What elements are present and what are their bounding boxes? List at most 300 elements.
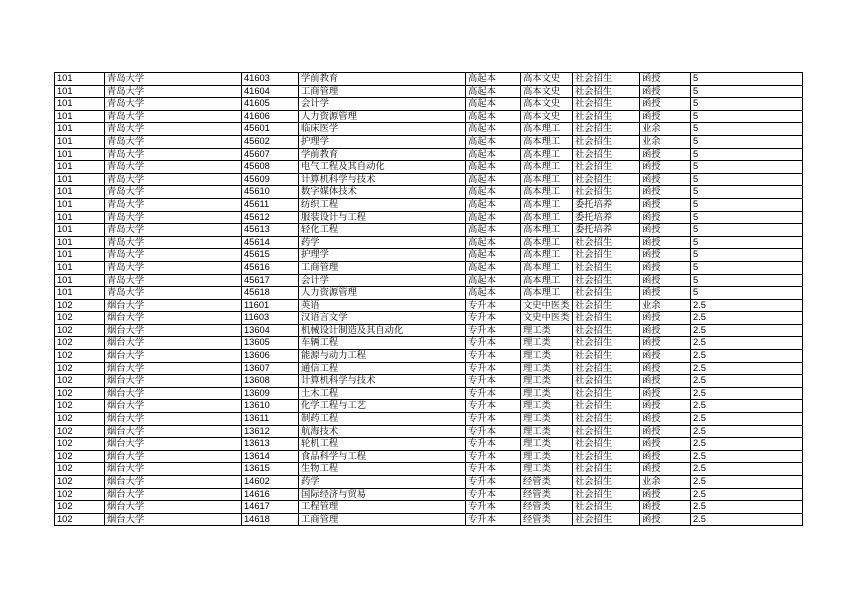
major-name-cell: 生物工程 (299, 463, 466, 476)
enrollment-type-cell: 社会招生 (573, 438, 640, 451)
level-cell: 专升本 (466, 387, 521, 400)
enrollment-type-cell: 社会招生 (573, 337, 640, 350)
subject-category-cell: 高本理工 (521, 249, 573, 262)
enrollment-type-cell: 社会招生 (573, 236, 640, 249)
subject-category-cell: 理工类 (521, 350, 573, 363)
level-cell: 高起本 (466, 274, 521, 287)
study-mode-cell: 函授 (640, 501, 691, 514)
enrollment-type-cell: 社会招生 (573, 287, 640, 300)
major-code-cell: 13613 (242, 438, 299, 451)
enrollment-type-cell: 社会招生 (573, 387, 640, 400)
table-row (55, 324, 803, 337)
duration-cell: 2.5 (691, 488, 803, 501)
table-row (55, 438, 803, 451)
major-code-cell: 45609 (242, 173, 299, 186)
level-cell: 专升本 (466, 413, 521, 426)
level-cell: 专升本 (466, 476, 521, 489)
table-row (55, 362, 803, 375)
school-name-cell: 烟台大学 (105, 362, 242, 375)
school-code-cell: 101 (55, 224, 105, 237)
major-name-cell: 药学 (299, 236, 466, 249)
table-row (55, 513, 803, 526)
school-code-cell: 101 (55, 173, 105, 186)
enrollment-type-cell: 社会招生 (573, 135, 640, 148)
major-code-cell: 13615 (242, 463, 299, 476)
enrollment-type-cell: 社会招生 (573, 85, 640, 98)
table-row (55, 312, 803, 325)
study-mode-cell: 函授 (640, 450, 691, 463)
subject-category-cell: 高本理工 (521, 274, 573, 287)
study-mode-cell: 函授 (640, 211, 691, 224)
subject-category-cell: 理工类 (521, 387, 573, 400)
enrollment-type-cell: 委托培养 (573, 224, 640, 237)
enrollment-type-cell: 社会招生 (573, 249, 640, 262)
level-cell: 高起本 (466, 287, 521, 300)
school-name-cell: 烟台大学 (105, 337, 242, 350)
major-code-cell: 13609 (242, 387, 299, 400)
duration-cell: 5 (691, 148, 803, 161)
school-code-cell: 102 (55, 438, 105, 451)
table-row (55, 98, 803, 111)
duration-cell: 5 (691, 110, 803, 123)
table-row (55, 236, 803, 249)
school-name-cell: 青岛大学 (105, 148, 242, 161)
enrollment-type-cell: 社会招生 (573, 324, 640, 337)
duration-cell: 2.5 (691, 476, 803, 489)
school-code-cell: 102 (55, 488, 105, 501)
study-mode-cell: 函授 (640, 274, 691, 287)
study-mode-cell: 函授 (640, 513, 691, 526)
subject-category-cell: 高本理工 (521, 236, 573, 249)
school-name-cell: 烟台大学 (105, 312, 242, 325)
major-name-cell: 学前教育 (299, 73, 466, 86)
school-code-cell: 102 (55, 425, 105, 438)
subject-category-cell: 理工类 (521, 337, 573, 350)
school-code-cell: 102 (55, 299, 105, 312)
study-mode-cell: 函授 (640, 400, 691, 413)
major-name-cell: 通信工程 (299, 362, 466, 375)
table-row (55, 173, 803, 186)
major-code-cell: 45616 (242, 261, 299, 274)
major-code-cell: 14617 (242, 501, 299, 514)
school-name-cell: 烟台大学 (105, 488, 242, 501)
duration-cell: 2.5 (691, 375, 803, 388)
school-code-cell: 102 (55, 337, 105, 350)
level-cell: 专升本 (466, 438, 521, 451)
school-code-cell: 101 (55, 135, 105, 148)
major-name-cell: 会计学 (299, 98, 466, 111)
school-name-cell: 青岛大学 (105, 249, 242, 262)
subject-category-cell: 理工类 (521, 324, 573, 337)
table-row (55, 350, 803, 363)
enrollment-type-cell: 社会招生 (573, 73, 640, 86)
enrollment-type-cell: 社会招生 (573, 501, 640, 514)
school-code-cell: 101 (55, 249, 105, 262)
major-name-cell: 会计学 (299, 274, 466, 287)
enrollment-type-cell: 社会招生 (573, 375, 640, 388)
major-name-cell: 纺织工程 (299, 198, 466, 211)
table-row (55, 387, 803, 400)
subject-category-cell: 高本理工 (521, 123, 573, 136)
subject-category-cell: 高本理工 (521, 211, 573, 224)
study-mode-cell: 函授 (640, 110, 691, 123)
major-code-cell: 41604 (242, 85, 299, 98)
table-row (55, 123, 803, 136)
table-row (55, 488, 803, 501)
major-name-cell: 轻化工程 (299, 224, 466, 237)
major-code-cell: 45601 (242, 123, 299, 136)
school-name-cell: 青岛大学 (105, 236, 242, 249)
level-cell: 专升本 (466, 450, 521, 463)
school-code-cell: 101 (55, 236, 105, 249)
school-name-cell: 烟台大学 (105, 299, 242, 312)
enrollment-type-cell: 社会招生 (573, 173, 640, 186)
subject-category-cell: 高本理工 (521, 261, 573, 274)
study-mode-cell: 函授 (640, 186, 691, 199)
school-name-cell: 烟台大学 (105, 513, 242, 526)
level-cell: 高起本 (466, 148, 521, 161)
duration-cell: 5 (691, 135, 803, 148)
study-mode-cell: 函授 (640, 337, 691, 350)
major-code-cell: 13614 (242, 450, 299, 463)
enrollment-type-cell: 社会招生 (573, 123, 640, 136)
enrollment-type-cell: 社会招生 (573, 148, 640, 161)
level-cell: 高起本 (466, 135, 521, 148)
level-cell: 专升本 (466, 513, 521, 526)
school-code-cell: 101 (55, 73, 105, 86)
major-code-cell: 45612 (242, 211, 299, 224)
school-name-cell: 烟台大学 (105, 324, 242, 337)
study-mode-cell: 函授 (640, 438, 691, 451)
enrollment-type-cell: 社会招生 (573, 261, 640, 274)
level-cell: 专升本 (466, 362, 521, 375)
school-code-cell: 102 (55, 513, 105, 526)
subject-category-cell: 高本文史 (521, 110, 573, 123)
subject-category-cell: 高本文史 (521, 73, 573, 86)
school-code-cell: 102 (55, 375, 105, 388)
school-code-cell: 101 (55, 211, 105, 224)
major-code-cell: 45608 (242, 161, 299, 174)
school-code-cell: 102 (55, 463, 105, 476)
enrollment-type-cell: 社会招生 (573, 513, 640, 526)
study-mode-cell: 函授 (640, 425, 691, 438)
major-name-cell: 食品科学与工程 (299, 450, 466, 463)
major-name-cell: 土木工程 (299, 387, 466, 400)
study-mode-cell: 函授 (640, 249, 691, 262)
table-row (55, 476, 803, 489)
school-name-cell: 青岛大学 (105, 274, 242, 287)
school-code-cell: 101 (55, 198, 105, 211)
subject-category-cell: 理工类 (521, 400, 573, 413)
school-code-cell: 102 (55, 312, 105, 325)
level-cell: 高起本 (466, 73, 521, 86)
subject-category-cell: 高本理工 (521, 224, 573, 237)
duration-cell: 2.5 (691, 425, 803, 438)
school-name-cell: 青岛大学 (105, 110, 242, 123)
major-name-cell: 人力资源管理 (299, 110, 466, 123)
major-code-cell: 13605 (242, 337, 299, 350)
level-cell: 专升本 (466, 501, 521, 514)
table-row (55, 274, 803, 287)
duration-cell: 5 (691, 211, 803, 224)
duration-cell: 2.5 (691, 337, 803, 350)
study-mode-cell: 函授 (640, 173, 691, 186)
table-row (55, 249, 803, 262)
major-code-cell: 13611 (242, 413, 299, 426)
school-name-cell: 青岛大学 (105, 173, 242, 186)
study-mode-cell: 函授 (640, 98, 691, 111)
study-mode-cell: 函授 (640, 463, 691, 476)
duration-cell: 2.5 (691, 387, 803, 400)
duration-cell: 5 (691, 287, 803, 300)
level-cell: 高起本 (466, 236, 521, 249)
subject-category-cell: 高本理工 (521, 135, 573, 148)
table-row (55, 450, 803, 463)
table-row (55, 501, 803, 514)
study-mode-cell: 函授 (640, 488, 691, 501)
major-name-cell: 工程管理 (299, 501, 466, 514)
enrollment-type-cell: 社会招生 (573, 110, 640, 123)
enrollment-type-cell: 社会招生 (573, 463, 640, 476)
table-row (55, 110, 803, 123)
school-code-cell: 101 (55, 148, 105, 161)
enrollment-type-cell: 委托培养 (573, 211, 640, 224)
enrollment-type-cell: 委托培养 (573, 198, 640, 211)
duration-cell: 2.5 (691, 501, 803, 514)
study-mode-cell: 函授 (640, 387, 691, 400)
duration-cell: 2.5 (691, 400, 803, 413)
table-row (55, 400, 803, 413)
table-body (55, 73, 803, 526)
school-code-cell: 102 (55, 387, 105, 400)
level-cell: 专升本 (466, 299, 521, 312)
subject-category-cell: 经管类 (521, 501, 573, 514)
major-name-cell: 工商管理 (299, 261, 466, 274)
study-mode-cell: 函授 (640, 375, 691, 388)
school-code-cell: 101 (55, 261, 105, 274)
subject-category-cell: 高本理工 (521, 173, 573, 186)
level-cell: 高起本 (466, 261, 521, 274)
study-mode-cell: 函授 (640, 287, 691, 300)
school-name-cell: 青岛大学 (105, 73, 242, 86)
level-cell: 专升本 (466, 337, 521, 350)
major-name-cell: 化学工程与工艺 (299, 400, 466, 413)
level-cell: 高起本 (466, 211, 521, 224)
subject-category-cell: 高本文史 (521, 98, 573, 111)
study-mode-cell: 业余 (640, 123, 691, 136)
study-mode-cell: 函授 (640, 350, 691, 363)
subject-category-cell: 理工类 (521, 425, 573, 438)
school-name-cell: 青岛大学 (105, 287, 242, 300)
major-name-cell: 学前教育 (299, 148, 466, 161)
subject-category-cell: 经管类 (521, 513, 573, 526)
study-mode-cell: 函授 (640, 324, 691, 337)
major-code-cell: 45610 (242, 186, 299, 199)
enrollment-type-cell: 社会招生 (573, 98, 640, 111)
duration-cell: 2.5 (691, 362, 803, 375)
school-name-cell: 烟台大学 (105, 375, 242, 388)
table-row (55, 85, 803, 98)
major-code-cell: 45602 (242, 135, 299, 148)
subject-category-cell: 经管类 (521, 488, 573, 501)
school-name-cell: 烟台大学 (105, 438, 242, 451)
school-code-cell: 101 (55, 287, 105, 300)
table-row (55, 211, 803, 224)
level-cell: 高起本 (466, 186, 521, 199)
school-code-cell: 101 (55, 85, 105, 98)
school-name-cell: 青岛大学 (105, 135, 242, 148)
school-code-cell: 102 (55, 413, 105, 426)
table-row (55, 224, 803, 237)
major-code-cell: 45615 (242, 249, 299, 262)
major-code-cell: 14602 (242, 476, 299, 489)
enrollment-table (54, 72, 803, 526)
duration-cell: 2.5 (691, 312, 803, 325)
duration-cell: 5 (691, 98, 803, 111)
duration-cell: 5 (691, 198, 803, 211)
study-mode-cell: 业余 (640, 299, 691, 312)
level-cell: 高起本 (466, 173, 521, 186)
duration-cell: 5 (691, 236, 803, 249)
enrollment-type-cell: 社会招生 (573, 400, 640, 413)
major-code-cell: 41603 (242, 73, 299, 86)
school-name-cell: 青岛大学 (105, 123, 242, 136)
level-cell: 专升本 (466, 324, 521, 337)
school-code-cell: 101 (55, 161, 105, 174)
duration-cell: 5 (691, 274, 803, 287)
level-cell: 高起本 (466, 85, 521, 98)
enrollment-type-cell: 社会招生 (573, 350, 640, 363)
subject-category-cell: 高本理工 (521, 287, 573, 300)
study-mode-cell: 函授 (640, 261, 691, 274)
subject-category-cell: 经管类 (521, 476, 573, 489)
subject-category-cell: 高本理工 (521, 161, 573, 174)
school-code-cell: 101 (55, 110, 105, 123)
enrollment-type-cell: 社会招生 (573, 274, 640, 287)
major-name-cell: 汉语言文学 (299, 312, 466, 325)
table-row (55, 413, 803, 426)
duration-cell: 5 (691, 161, 803, 174)
major-name-cell: 工商管理 (299, 513, 466, 526)
major-name-cell: 航海技术 (299, 425, 466, 438)
enrollment-type-cell: 社会招生 (573, 450, 640, 463)
subject-category-cell: 高本理工 (521, 198, 573, 211)
table-row (55, 463, 803, 476)
school-name-cell: 青岛大学 (105, 98, 242, 111)
subject-category-cell: 理工类 (521, 413, 573, 426)
enrollment-type-cell: 社会招生 (573, 299, 640, 312)
enrollment-type-cell: 社会招生 (573, 413, 640, 426)
school-code-cell: 102 (55, 362, 105, 375)
school-name-cell: 烟台大学 (105, 350, 242, 363)
major-code-cell: 11603 (242, 312, 299, 325)
study-mode-cell: 函授 (640, 148, 691, 161)
study-mode-cell: 函授 (640, 224, 691, 237)
table-row (55, 261, 803, 274)
enrollment-type-cell: 社会招生 (573, 476, 640, 489)
major-name-cell: 轮机工程 (299, 438, 466, 451)
enrollment-type-cell: 社会招生 (573, 161, 640, 174)
major-code-cell: 13607 (242, 362, 299, 375)
school-code-cell: 102 (55, 400, 105, 413)
major-name-cell: 计算机科学与技术 (299, 173, 466, 186)
level-cell: 专升本 (466, 400, 521, 413)
school-name-cell: 烟台大学 (105, 501, 242, 514)
major-code-cell: 45613 (242, 224, 299, 237)
major-name-cell: 药学 (299, 476, 466, 489)
major-name-cell: 工商管理 (299, 85, 466, 98)
level-cell: 专升本 (466, 375, 521, 388)
major-name-cell: 数字媒体技术 (299, 186, 466, 199)
major-name-cell: 临床医学 (299, 123, 466, 136)
subject-category-cell: 高本文史 (521, 85, 573, 98)
duration-cell: 2.5 (691, 299, 803, 312)
subject-category-cell: 高本理工 (521, 186, 573, 199)
subject-category-cell: 理工类 (521, 362, 573, 375)
duration-cell: 5 (691, 73, 803, 86)
school-code-cell: 102 (55, 476, 105, 489)
school-code-cell: 101 (55, 186, 105, 199)
study-mode-cell: 函授 (640, 236, 691, 249)
table-row (55, 425, 803, 438)
major-name-cell: 国际经济与贸易 (299, 488, 466, 501)
school-name-cell: 青岛大学 (105, 211, 242, 224)
major-code-cell: 11601 (242, 299, 299, 312)
school-code-cell: 101 (55, 98, 105, 111)
level-cell: 专升本 (466, 350, 521, 363)
study-mode-cell: 函授 (640, 413, 691, 426)
enrollment-type-cell: 社会招生 (573, 312, 640, 325)
school-code-cell: 102 (55, 501, 105, 514)
major-name-cell: 人力资源管理 (299, 287, 466, 300)
major-name-cell: 服装设计与工程 (299, 211, 466, 224)
table-row (55, 287, 803, 300)
enrollment-type-cell: 社会招生 (573, 186, 640, 199)
major-code-cell: 45611 (242, 198, 299, 211)
school-name-cell: 青岛大学 (105, 224, 242, 237)
school-name-cell: 烟台大学 (105, 413, 242, 426)
level-cell: 高起本 (466, 224, 521, 237)
enrollment-type-cell: 社会招生 (573, 362, 640, 375)
level-cell: 高起本 (466, 110, 521, 123)
table-row (55, 148, 803, 161)
subject-category-cell: 文史中医类 (521, 312, 573, 325)
major-name-cell: 能源与动力工程 (299, 350, 466, 363)
school-name-cell: 青岛大学 (105, 85, 242, 98)
level-cell: 专升本 (466, 312, 521, 325)
school-name-cell: 青岛大学 (105, 186, 242, 199)
school-code-cell: 101 (55, 274, 105, 287)
table-row (55, 375, 803, 388)
table-row (55, 161, 803, 174)
school-name-cell: 烟台大学 (105, 387, 242, 400)
major-code-cell: 14618 (242, 513, 299, 526)
major-code-cell: 45617 (242, 274, 299, 287)
table-row (55, 198, 803, 211)
school-name-cell: 青岛大学 (105, 261, 242, 274)
duration-cell: 2.5 (691, 463, 803, 476)
level-cell: 专升本 (466, 488, 521, 501)
level-cell: 高起本 (466, 198, 521, 211)
subject-category-cell: 文史中医类 (521, 299, 573, 312)
enrollment-type-cell: 社会招生 (573, 488, 640, 501)
major-code-cell: 41605 (242, 98, 299, 111)
school-name-cell: 烟台大学 (105, 463, 242, 476)
major-code-cell: 13612 (242, 425, 299, 438)
table-row (55, 337, 803, 350)
duration-cell: 5 (691, 224, 803, 237)
duration-cell: 2.5 (691, 324, 803, 337)
